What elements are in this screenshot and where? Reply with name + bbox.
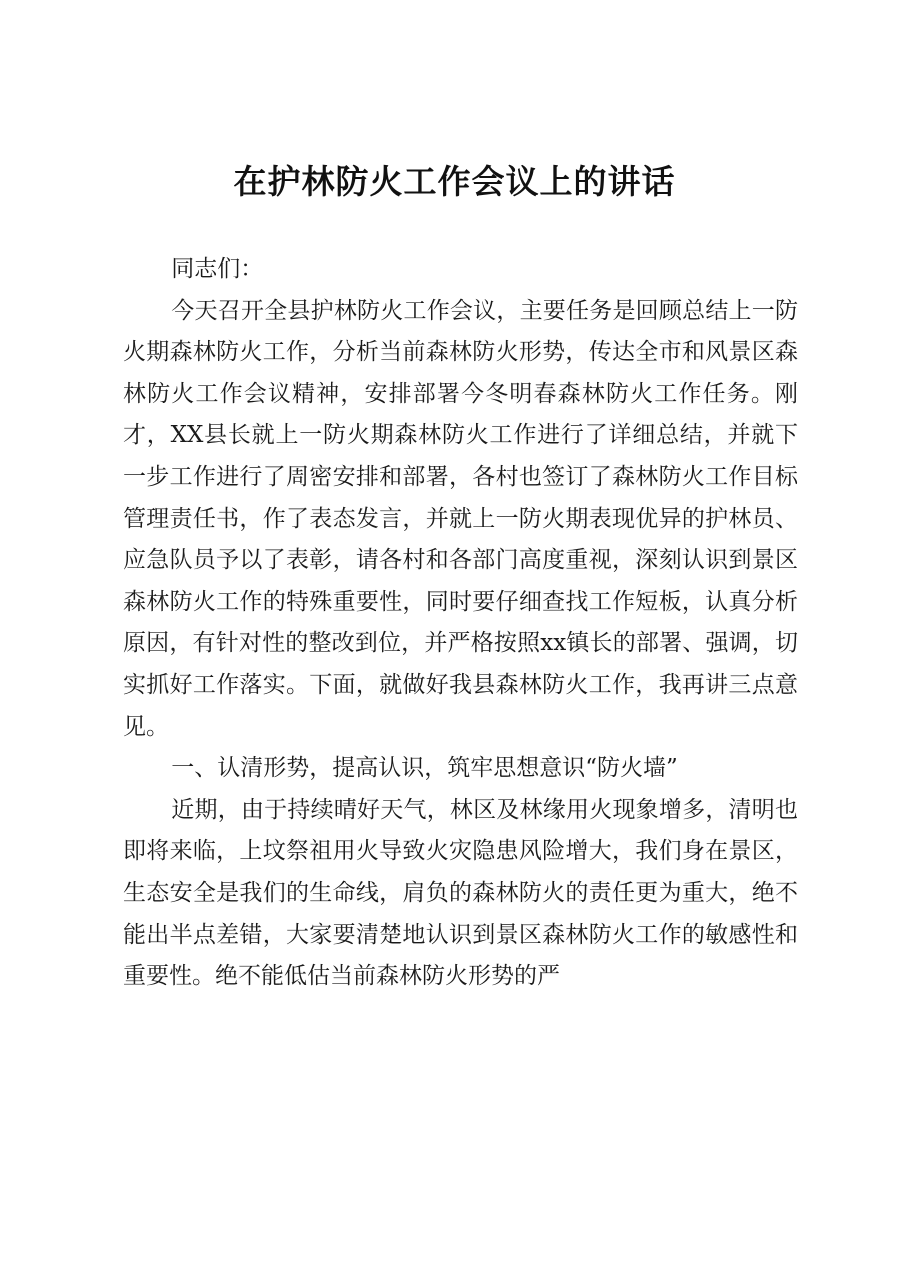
section-heading-paragraph: 一、认清形势，提高认识，筑牢思想意识“防火墙” xyxy=(171,755,678,782)
body-paragraph: 近期，由于持续晴好天气，林区及林缘用火现象增多，清明也即将来临，上坟祭祖用火导致火灾隐患风险增大，我们身在景区，生态安全是我们的生命线，肩负的森林防火的责任更为重大，绝不能出半点差错，大家要清楚地认识到景区森林防火工作的敏感性和重要性。绝不能低估当前森林防火形势的严 xyxy=(123,796,798,990)
intro-paragraph: 今天召开全县护林防火工作会议，主要任务是回顾总结上一防火期森林防火工作，分析当前森林防火形势，传达全市和风景区森林防火工作会议精神，安排部署今冬明春森林防火工作任务。刚才，XX县长就上一防火期森林防火工作进行了详细总结，并就下一步工作进行了周密安排和部署，各村也签订了森林防火工作目标管理责任书，作了表态发言，并就上一防火期表现优异的护林员、应急队员予以了表彰，请各村和各部门高度重视，深刻认识到景区森林防火工作的特殊重要性，同时要仔细查找工作短板，认真分析原因，有针对性的整改到位，并严格按照xx镇长的部署、强调，切实抓好工作落实。下面，就做好我县森林防火工作，我再讲三点意见。 xyxy=(123,297,798,740)
document-body xyxy=(123,249,798,998)
document-title: 在护林防火工作会议上的讲话 xyxy=(233,162,676,201)
salutation-paragraph: 同志们： xyxy=(171,256,264,282)
